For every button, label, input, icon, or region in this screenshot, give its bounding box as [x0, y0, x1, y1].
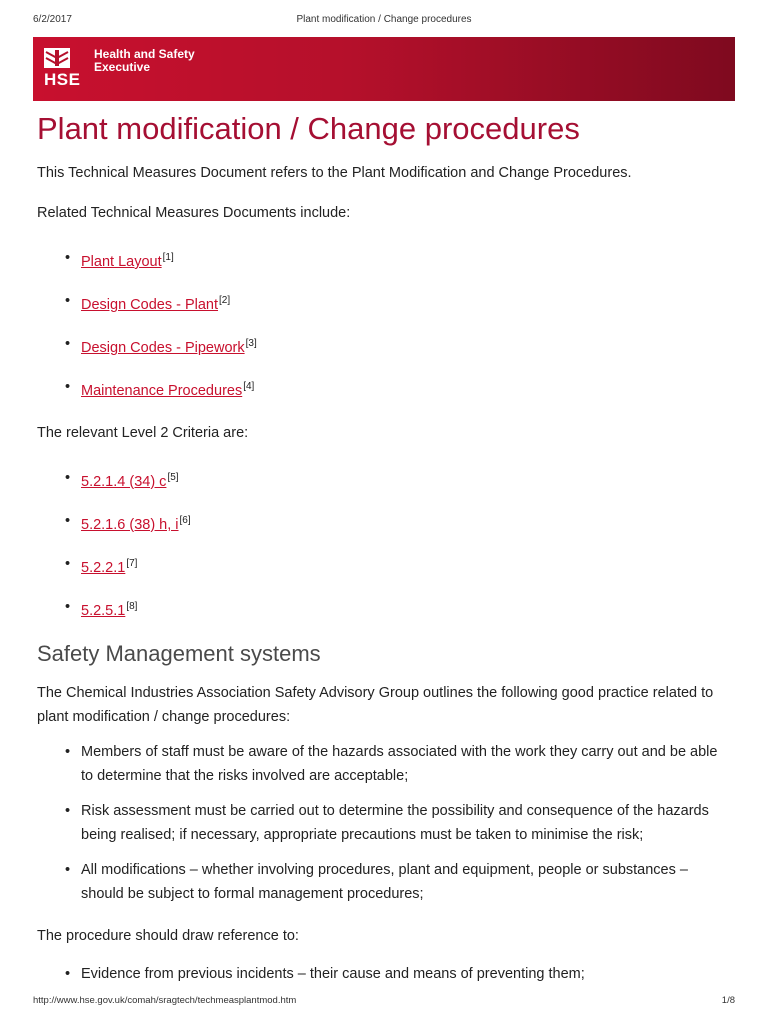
criteria-intro: The relevant Level 2 Criteria are: [37, 425, 249, 441]
footnote-ref: [5] [167, 472, 179, 483]
related-doc-link[interactable]: Plant Layout [81, 254, 162, 270]
list-item [37, 595, 727, 623]
footnote-ref: [2] [219, 295, 231, 306]
procedure-intro: The procedure should draw reference to: [37, 928, 299, 944]
footnote-ref: [6] [179, 515, 191, 526]
org-abbreviation: HSE [44, 70, 81, 89]
page-number: 1/8 [721, 995, 735, 1006]
related-doc-link[interactable]: Design Codes - Pipework [81, 340, 245, 356]
print-page-title: Plant modification / Change procedures [296, 14, 472, 25]
list-item: • All modifications – whether involving procedures, plant and equipment, people or substances – should be subject to formal management procedures; [37, 858, 727, 906]
main-content [37, 108, 727, 986]
cia-intro-paragraph: The Chemical Industries Association Safety Advisory Group outlines the following good practice related to plant modification / change procedures: [37, 685, 714, 725]
footnote-ref: [1] [162, 252, 174, 263]
criteria-link[interactable]: 5.2.2.1 [81, 560, 126, 576]
list-item: • Evidence from previous incidents – their cause and means of preventing them; [37, 962, 727, 986]
footnote-ref: [7] [126, 558, 138, 569]
list-item [37, 509, 727, 537]
footnote-ref: [3] [245, 338, 257, 349]
references-list [37, 962, 727, 986]
related-doc-link[interactable]: Maintenance Procedures [81, 383, 243, 399]
intro-paragraph: This Technical Measures Document refers to the Plant Modification and Change Procedures. [37, 165, 632, 181]
list-item [37, 552, 727, 580]
list-item: • Members of staff must be aware of the hazards associated with the work they carry out and be able to determine that the risks involved are acceptable; [37, 740, 727, 788]
org-name-line2: Executive [94, 60, 151, 74]
list-item [37, 332, 727, 360]
list-item [37, 466, 727, 494]
hse-banner[interactable] [33, 37, 735, 101]
print-header [0, 0, 768, 30]
list-item [37, 289, 727, 317]
section-heading: Safety Management systems [37, 641, 321, 666]
criteria-link[interactable]: 5.2.5.1 [81, 603, 126, 619]
org-name-line1: Health and Safety [94, 47, 195, 61]
practices-list [37, 740, 727, 906]
criteria-list [37, 466, 727, 623]
page-url: http://www.hse.gov.uk/comah/sragtech/techmeasplantmod.htm [33, 995, 297, 1006]
page-title: Plant modification / Change procedures [37, 111, 580, 146]
org-name [94, 48, 195, 74]
print-footer [33, 995, 735, 1009]
list-item [37, 246, 727, 274]
criteria-link[interactable]: 5.2.1.4 (34) c [81, 474, 167, 490]
related-doc-link[interactable]: Design Codes - Plant [81, 297, 219, 313]
footnote-ref: [4] [243, 381, 255, 392]
criteria-link[interactable]: 5.2.1.6 (38) h, i [81, 517, 179, 533]
list-item [37, 375, 727, 403]
related-docs-list [37, 246, 727, 403]
print-date: 6/2/2017 [33, 14, 72, 25]
footnote-ref: [8] [126, 601, 138, 612]
related-intro: Related Technical Measures Documents include: [37, 205, 351, 221]
list-item: • Risk assessment must be carried out to determine the possibility and consequence of the hazards being realised; if necessary, appropriate precautions must be taken to minimise the risk; [37, 799, 727, 847]
